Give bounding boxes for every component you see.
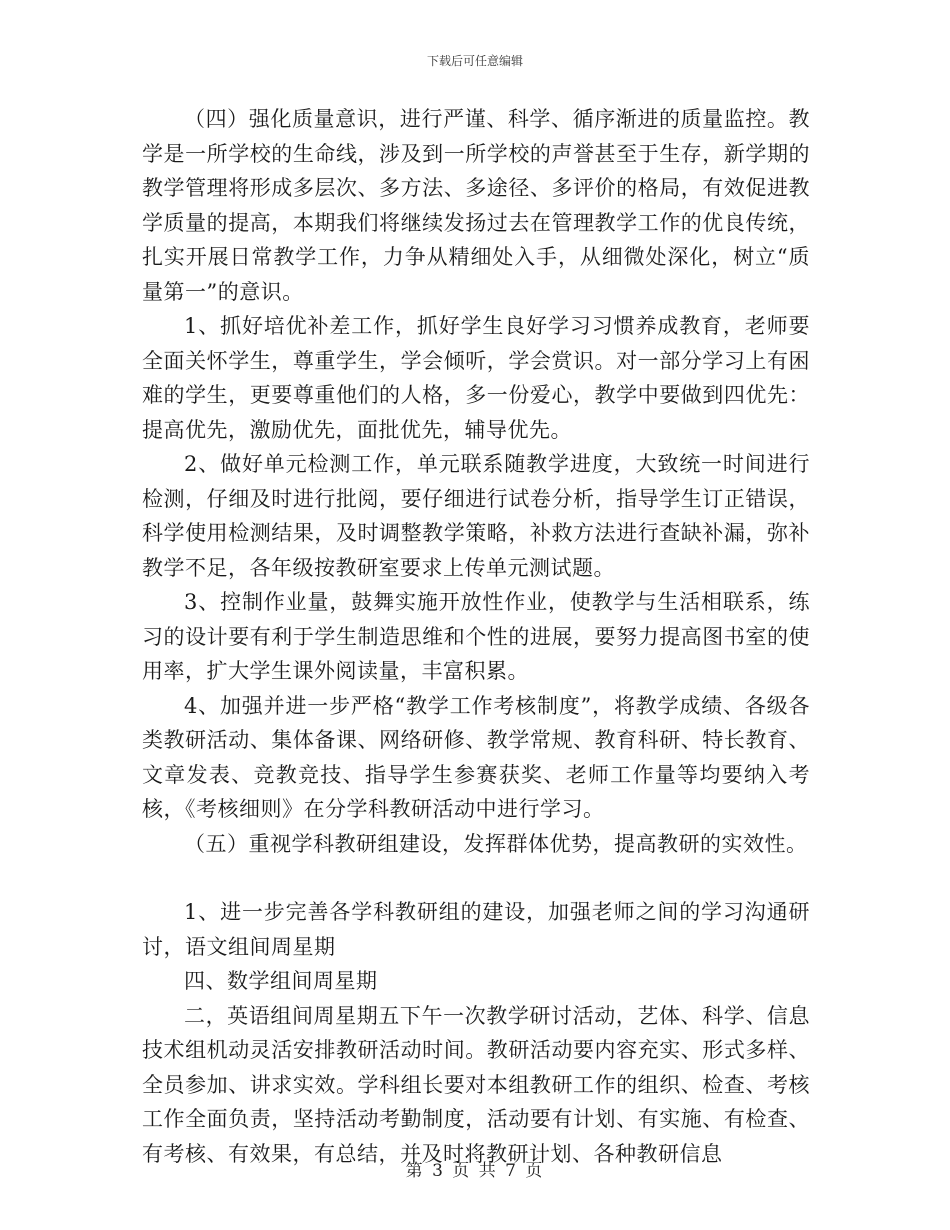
paragraph-item-1: 1、抓好培优补差工作，抓好学生良好学习习惯养成教育，老师要全面关怀学生，尊重学生，学会倾听，学会赏识。对一部分学习上有困难的学生，更要尊重他们的人格，多一份爱心，教学中要做到四优先：提高优先，激励优先，面批优先，辅导优先。 — [142, 314, 810, 442]
paragraph-teaching-group-2: 四、数学组间周星期 — [184, 969, 378, 993]
paragraph-item-3: 3、控制作业量，鼓舞实施开放性作业，使教学与生活相联系，练习的设计要有利于学生制造思维和个性的进展，要努力提高图书室的使用率，扩大学生课外阅读量，丰富积累。 — [142, 590, 810, 683]
paragraph-teaching-group-1: 1、进一步完善各学科教研组的建设，加强老师之间的学习沟通研讨，语文组间周星期 — [142, 900, 810, 959]
page-number-footer: 第 3 页 共 7 页 — [405, 1161, 545, 1181]
page-header: 下载后可任意编辑 — [426, 54, 523, 68]
document-body — [142, 102, 810, 1171]
paragraph-section-5: （五）重视学科教研组建设，发挥群体优势，提高教研的实效性。 — [184, 831, 808, 856]
paragraph-section-4: （四）强化质量意识，进行严谨、科学、循序渐进的质量监控。教学是一所学校的生命线，涉及到一所学校的声誉甚至于生存，新学期的教学管理将形成多层次、多方法、多途径、多评价的格局，有效促进教学质量的提高，本期我们将继续发扬过去在管理教学工作的优良传统，扎实开展日常教学工作，力争从精细处入手，从细微处深化，树立“质量第一”的意识。 — [142, 107, 810, 304]
paragraph-item-4: 4、加强并进一步严格“教学工作考核制度”，将教学成绩、各级各类教研活动、集体备课、网络研修、教学常规、教育科研、特长教育、文章发表、竞教竞技、指导学生参赛获奖、老师工作量等均要纳入考核，《考核细则》在分学科教研活动中进行学习。 — [142, 693, 810, 821]
paragraph-item-2: 2、做好单元检测工作，单元联系随教学进度，大致统一时间进行检测，仔细及时进行批阅，要仔细进行试卷分析，指导学生订正错误，科学使用检测结果，及时调整教学策略，补救方法进行查缺补漏，弥补教学不足，各年级按教研室要求上传单元测试题。 — [142, 452, 810, 580]
paragraph-teaching-group-3: 二，英语组间周星期五下午一次教学研讨活动，艺体、科学、信息技术组机动灵活安排教研活动时间。教研活动要内容充实、形式多样、全员参加、讲求实效。学科组长要对本组教研工作的组织、检查、考核工作全面负责，坚持活动考勤制度，活动要有计划、有实施、有检查、有考核、有效果，有总结，并及时将教研计划、各种教研信息 — [142, 1003, 810, 1166]
